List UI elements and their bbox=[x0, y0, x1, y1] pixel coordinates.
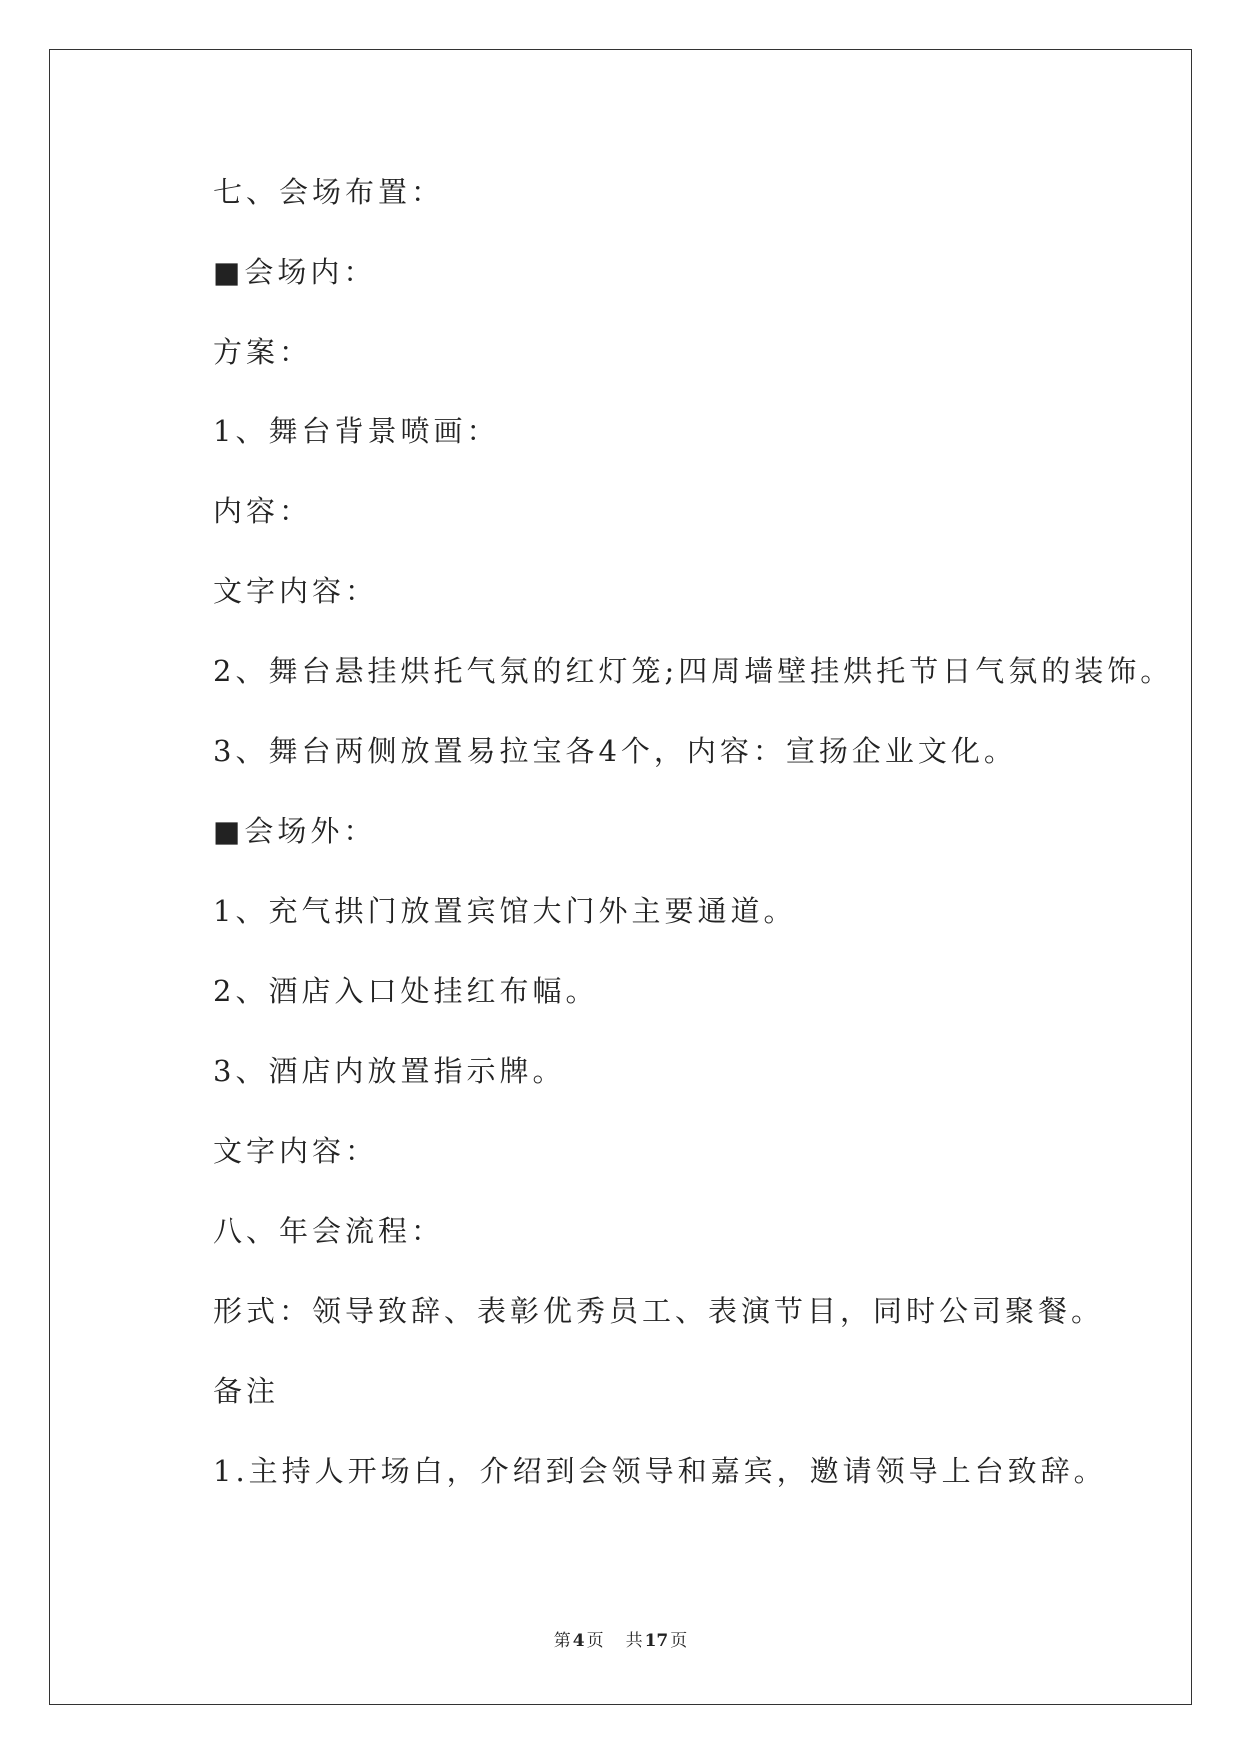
footer-page-number: 4 bbox=[572, 1631, 585, 1651]
text-line: 2、舞台悬挂烘托气氛的红灯笼;四周墙壁挂烘托节日气氛的装饰。 bbox=[213, 654, 1174, 688]
section-heading-venue-layout: 七、会场布置： bbox=[213, 175, 445, 209]
page-footer bbox=[0, 1630, 1241, 1652]
text-line: 内容： bbox=[213, 494, 313, 528]
text-line: 1、舞台背景喷画： bbox=[213, 414, 500, 448]
text-line: 3、酒店内放置指示牌。 bbox=[213, 1054, 566, 1088]
text-line: 3、舞台两侧放置易拉宝各4个，内容：宣扬企业文化。 bbox=[213, 734, 1017, 768]
text-line: 备注 bbox=[213, 1374, 280, 1408]
section-heading-annual-meeting-process: 八、年会流程： bbox=[213, 1214, 445, 1248]
footer-total-suffix: 页 bbox=[670, 1631, 688, 1651]
text-line: 1.主持人开场白，介绍到会领导和嘉宾，邀请领导上台致辞。 bbox=[213, 1454, 1107, 1488]
text-line: 文字内容： bbox=[213, 574, 379, 608]
text-line: 形式：领导致辞、表彰优秀员工、表演节目，同时公司聚餐。 bbox=[213, 1294, 1105, 1328]
footer-page-suffix: 页 bbox=[586, 1631, 604, 1651]
footer-page-prefix: 第 bbox=[553, 1631, 571, 1651]
text-line: 方案： bbox=[213, 335, 313, 369]
text-line: 2、酒店入口处挂红布幅。 bbox=[213, 974, 599, 1008]
footer-total-prefix: 共 bbox=[625, 1631, 643, 1651]
subheading-inside-venue: ■会场内： bbox=[213, 255, 377, 289]
text-line: 文字内容： bbox=[213, 1134, 379, 1168]
footer-total-pages: 17 bbox=[644, 1631, 669, 1651]
subheading-outside-venue: ■会场外： bbox=[213, 814, 377, 848]
text-line: 1、充气拱门放置宾馆大门外主要通道。 bbox=[213, 894, 797, 928]
